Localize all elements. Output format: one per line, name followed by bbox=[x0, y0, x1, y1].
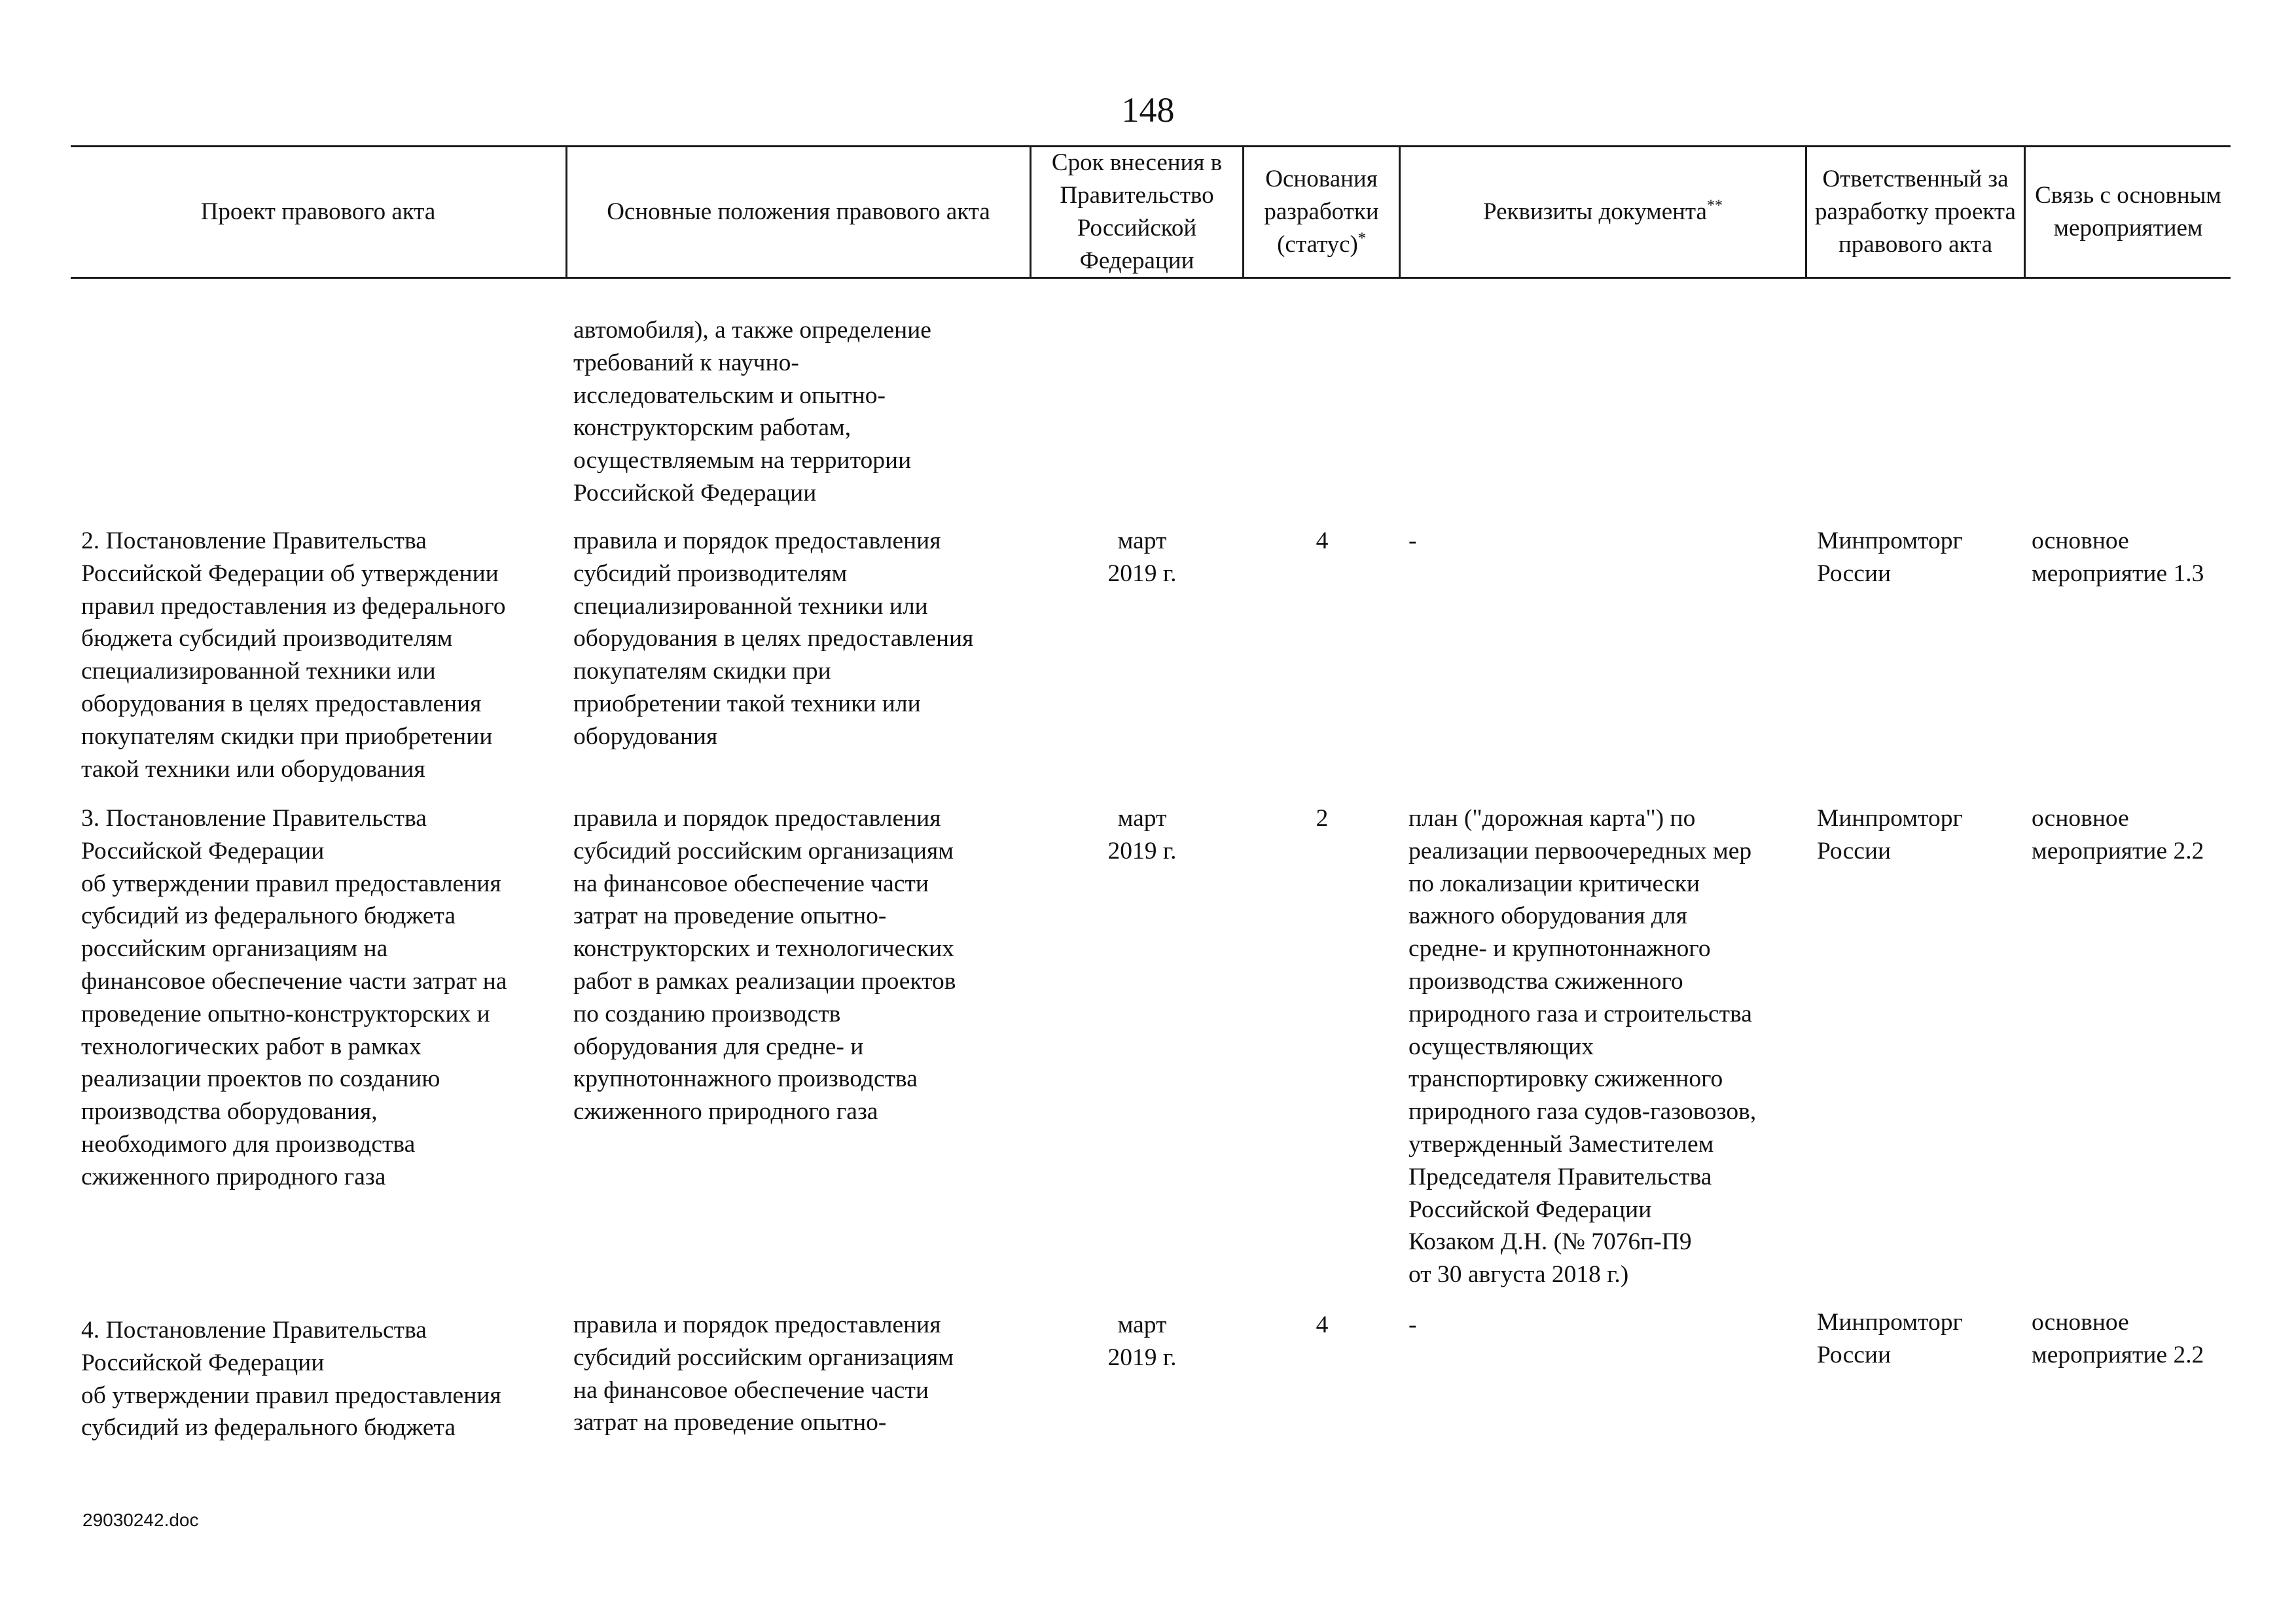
row-4-basis: 4 bbox=[1316, 1311, 1329, 1338]
footnote-mark: ** bbox=[1706, 197, 1723, 215]
row-2-project: 2. Постановление Правительства Российской Федерации об утверждении правил предоставления из федерального бюджета субсидий производителям специализированной техники или оборудования в целях предоставления покупателям скидки при приобретении такой техники или оборудования bbox=[81, 527, 506, 783]
header-provisions: Основные положения правового акта bbox=[607, 198, 990, 225]
header-project: Проект правового акта bbox=[200, 198, 436, 225]
row-2-responsible: Минпромторг России bbox=[1817, 527, 1963, 587]
row-4-project: 4. Постановление Правительства Российской Федерации об утверждении правил предоставления субсидий из федерального бюджета bbox=[81, 1317, 501, 1442]
row-4-link: основное мероприятие 2.2 bbox=[2032, 1309, 2204, 1368]
header-deadline: Срок внесения в Правительство Российской Федерации bbox=[1051, 149, 1223, 274]
footnote-mark: * bbox=[1357, 230, 1366, 247]
row-3-responsible: Минпромторг России bbox=[1817, 805, 1963, 865]
row-2-basis: 4 bbox=[1316, 527, 1329, 554]
header-status: Основания разработки (статус)* bbox=[1264, 166, 1379, 258]
row-3-details: план ("дорожная карта") по реализации первоочередных мер по локализации критически важного оборудования для средне- и крупнотоннажного производства сжиженного природного газа и строительства осуществляющих транспортировку сжиженного природного газа судов-газовозов, утвержденный Заместителем Председателя Правительства Российской Федерации Козаком Д.Н. (№ 7076п-П9 от 30 августа 2018 г.) bbox=[1408, 805, 1757, 1289]
row-3-provisions: правила и порядок предоставления субсидий российским организациям на финансовое обеспечение части затрат на проведение опытно- конструкторских и технологических работ в рамках реализации проектов по созданию производств оборудования для средне- и крупнотоннажного производства сжиженного природного газа bbox=[573, 805, 956, 1126]
row-2-provisions: правила и порядок предоставления субсидий производителям специализированной техники или оборудования в целях предоставления покупателям скидки при приобретении такой техники или оборудования bbox=[573, 527, 974, 750]
row-4-deadline: март 2019 г. bbox=[1107, 1311, 1177, 1371]
header-details: Реквизиты документа** bbox=[1483, 197, 1723, 225]
header-responsible: Ответственный за разработку проекта правового акта bbox=[1815, 166, 2016, 258]
row-2-deadline: март 2019 г. bbox=[1107, 527, 1177, 587]
continuation-provisions: автомобиля), а также определение требований к научно- исследовательским и опытно- конструкторским работам, осуществляемым на территории Российской Федерации bbox=[573, 317, 931, 507]
row-3-deadline: март 2019 г. bbox=[1107, 805, 1177, 865]
document-id: 29030242.doc bbox=[82, 1510, 199, 1530]
row-3-link: основное мероприятие 2.2 bbox=[2032, 805, 2204, 865]
row-4-provisions: правила и порядок предоставления субсидий российским организациям на финансовое обеспечение части затрат на проведение опытно- bbox=[573, 1311, 954, 1436]
row-2-details: - bbox=[1408, 527, 1417, 554]
row-4-responsible: Минпромторг России bbox=[1817, 1309, 1963, 1368]
header-link: Связь с основным мероприятием bbox=[2035, 182, 2221, 241]
row-4-details: - bbox=[1408, 1311, 1417, 1338]
row-3-basis: 2 bbox=[1316, 805, 1329, 832]
row-3-project: 3. Постановление Правительства Российской Федерации об утверждении правил предоставления субсидий из федерального бюджета российским организациям на финансовое обеспечение части затрат на проведение опытно-конструкторских и технологических работ в рамках реализации проектов по созданию производства оборудования, необходимого для производства сжиженного природного газа bbox=[81, 805, 507, 1190]
page-number: 148 bbox=[1121, 90, 1175, 130]
row-2-link: основное мероприятие 1.3 bbox=[2032, 527, 2204, 587]
